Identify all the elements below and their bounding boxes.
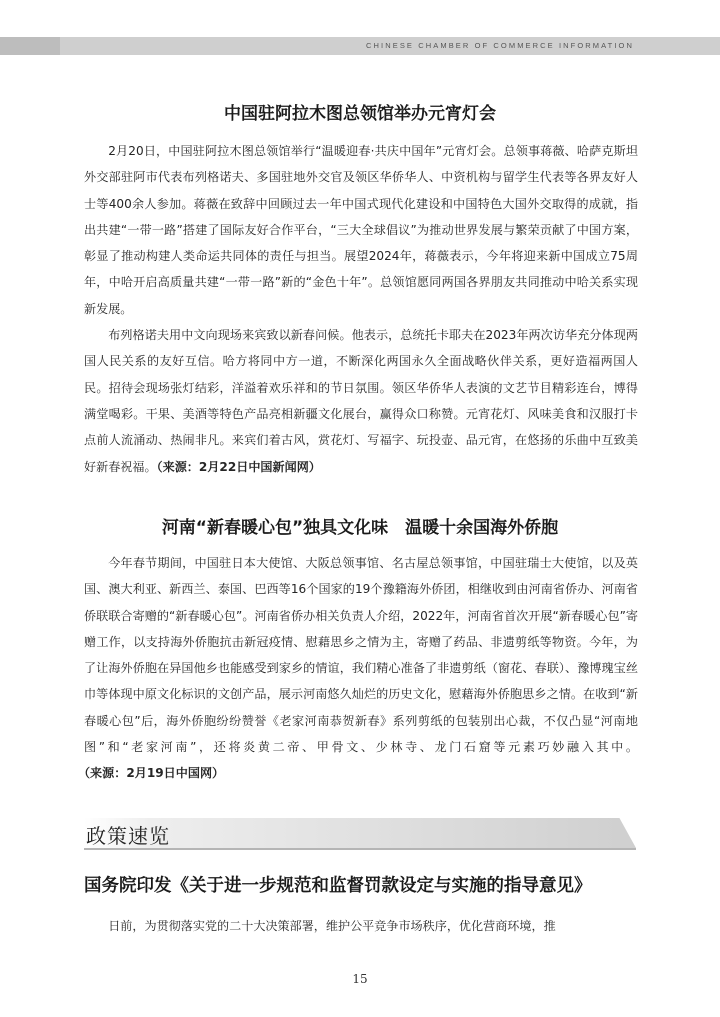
article-1-body [84, 138, 638, 480]
article-2-body [84, 550, 638, 787]
article-2-title: 河南“新春暖心包”独具文化味 温暖十余国海外侨胞 [161, 518, 559, 538]
article-1-paragraph-1: 2月20日，中国驻阿拉木图总领馆举行“温暖迎春·共庆中国年”元宵灯会。总领事蒋薇、哈萨克斯坦外交部驻阿市代表布列格诺夫、多国驻地外交官及领区华侨华人、中资机构与留学生代表等各界友好人士等400余人参加。蒋薇在致辞中回顾过去一年中国式现代化建设和中国特色大国外交取得的成就，指出共建“一带一路”搭建了国际友好合作平台，“三大全球倡议”为推动世界发展与繁荣贡献了中国方案，彰显了推动构建人类命运共同体的责任与担当。展望2024年，蒋薇表示，今年将迎来新中国成立75周年，中哈开启高质量共建“一带一路”新的“金色十年”。总领馆愿同两国各界朋友共同推动中哈关系实现新发展。 [84, 144, 638, 316]
article-1-paragraph-2-text: 布列格诺夫用中文向现场来宾致以新春问候。他表示，总统托卡耶夫在2023年两次访华充分体现两国人民关系的友好互信。哈方将同中方一道，不断深化两国永久全面战略伙伴关系，更好造福两国人民。招待会现场张灯结彩，洋溢着欢乐祥和的节日氛围。领区华侨华人表演的文艺节目精彩连台，博得满堂喝彩。干果、美酒等特色产品亮相新疆文化展台，赢得众口称赞。元宵花灯、风味美食和汉服打卡点前人流涌动、热闹非凡。来宾们着古风，赏花灯、写福字、玩投壶、品元宵，在悠扬的乐曲中互致美好新春祝福。 [84, 328, 638, 474]
publication-name: CHINESE CHAMBER OF COMMERCE INFORMATION [365, 41, 634, 50]
header-band [0, 37, 720, 55]
article-2-paragraph-1 [84, 550, 638, 787]
section-title: 政策速览 [86, 824, 170, 848]
section-header [84, 818, 636, 854]
article-1-source: （来源：2月22日中国新闻网） [156, 459, 321, 474]
policy-article-body [84, 913, 638, 939]
article-1-title: 中国驻阿拉木图总领馆举办元宵灯会 [224, 104, 496, 124]
page-number: 15 [352, 972, 368, 986]
article-2-paragraph-1-text: 今年春节期间，中国驻日本大使馆、大阪总领事馆、名古屋总领事馆，中国驻瑞士大使馆，以及英国、澳大利亚、新西兰、泰国、巴西等16个国家的19个豫籍海外侨团，相继收到由河南省侨办、河南省侨联联合寄赠的“新春暖心包”。河南省侨办相关负责人介绍，2022年，河南省首次开展“新春暖心包”寄赠工作，以支持海外侨胞抗击新冠疫情、慰藉思乡之情为主，寄赠了药品、非遗剪纸等物资。今年，为了让海外侨胞在异国他乡也能感受到家乡的情谊，我们精心准备了非遗剪纸（窗花、春联）、豫博瑰宝丝巾等体现中原文化标识的文创产品，展示河南悠久灿烂的历史文化，慰藉海外侨胞思乡之情。在收到“新春暖心包”后，海外侨胞纷纷赞誉《老家河南恭贺新春》系列剪纸的包装别出心裁，不仅凸显“河南地图”和“老家河南”，还将炎黄二帝、甲骨文、少林寺、龙门石窟等元素巧妙融入其中。 [84, 556, 638, 755]
article-1-paragraph-2 [84, 322, 638, 480]
policy-article-paragraph-1: 日前，为贯彻落实党的二十大决策部署，维护公平竞争市场秩序，优化营商环境，推 [108, 919, 556, 933]
article-2-source: （来源：2月19日中国网） [84, 766, 225, 781]
policy-article-title: 国务院印发《关于进一步规范和监督罚款设定与实施的指导意见》 [84, 876, 592, 896]
